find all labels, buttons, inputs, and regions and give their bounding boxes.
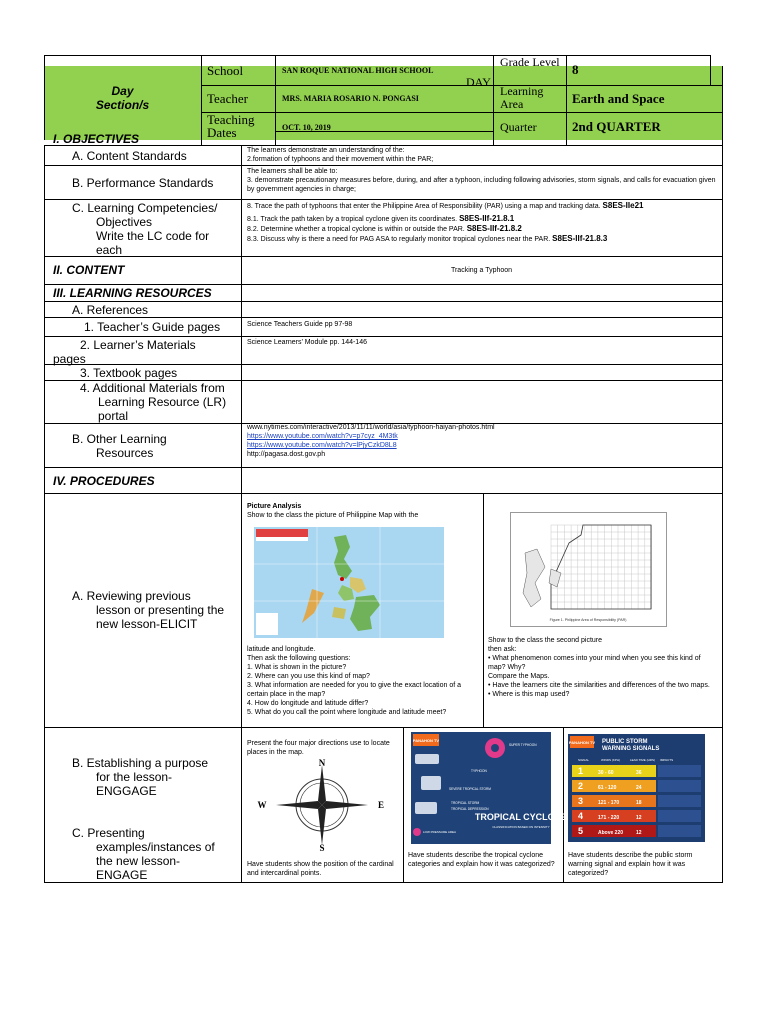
storm-signal-graphic [568,734,705,842]
lc-main: 8. Trace the path of typhoons that enter the Philippine Area of Responsibility (PAR) using a map and tracking data. S8ES-IIe21 [247,201,644,210]
signal-lead-time: 18 [636,800,642,806]
school-label: School [207,63,244,78]
quarter-label: Quarter [500,120,537,134]
cyclone-cat-5: TROPICAL DEPRESSION [451,807,489,811]
compass-intro: Present the four major directions use to locate places in the map. [247,740,390,756]
signal-head-2: WINDS (KPH) [601,758,620,762]
tg-value: Science Teachers Guide pp 97-98 [247,321,353,328]
signal-title-1: PUBLIC STORM [602,739,648,745]
performance-text2: 3. demonstrate precautionary measures before, during, and after a typhoon, including following advisories, storm signals, and calls for evacuation given by government agencies in charge; [247,177,716,193]
grade-label: Grade Level [500,55,560,69]
links-block [247,423,495,459]
lm-value: Science Learners’ Module pp. 144-146 [247,339,367,346]
signal-winds: 121 - 170 [598,800,620,806]
link-nytimes[interactable]: www.nytimes.com/interactive/2013/11/11/world/asia/typhoon-haiyan-photos.html [247,424,495,431]
proc-b-label: B. Establishing a purpose for the lesson- ENGGAGE [72,756,209,798]
cyclone-cat-3: SEVERE TROPICAL STORM [449,787,491,791]
signal-head-3: LEAD TIME (HRS) [630,758,655,762]
signal-winds: 30 - 60 [598,770,614,776]
day-label: Day [111,84,134,98]
cyclone-cat-1: SUPER TYPHOON [509,743,537,747]
link-pagasa[interactable]: http://pagasa.dost.gov.ph [247,451,326,458]
signal-lead-time: 24 [636,785,642,791]
lc-3: 8.3. Discuss why is there a need for PAG ASA to regularly monitor tropical cyclones near the PAR. S8ES-IIf-21.8.3 [247,234,608,243]
signal-title-2: WARNING SIGNALS [602,746,660,752]
proc-c-label: C. Presenting examples/instances of the new lesson- ENGAGE [72,826,215,882]
signal-head-4: IMPACTS [660,758,674,762]
content-value: Tracking a Typhoon [450,267,513,274]
references-label: A. References [72,303,149,317]
area-value: Earth and Space [572,91,665,106]
signal-winds: 171 - 220 [598,815,620,821]
performance-text1: The learners shall be able to: [247,168,338,175]
cyclone-subtitle: CLASSIFICATION BASED ON INTENSITY [492,825,550,829]
quarter-value: 2nd QUARTER [572,119,661,134]
signal-number: 1 [578,766,584,776]
lm-label: 2. Learner’s Materials pages [53,338,196,366]
school-value: SAN ROQUE NATIONAL HIGH SCHOOL [282,66,434,75]
lc-2: 8.2. Determine whether a tropical cyclone is within or outside the PAR. S8ES-IIf-21.8.2 [247,224,522,233]
second-picture-text: Show to the class the second picture then ask: • What phenomenon comes into your mind when you see this kind of map? Why? Compare the Maps. • Have the learners cite the similarities and differences of the two maps. • Where is this map used? [488,637,710,698]
cyclone-big-title: TROPICAL CYCLONE [474,812,568,822]
resources-title: III. LEARNING RESOURCES [53,286,212,300]
signal-row-impact [658,825,701,837]
cyclone-task: Have students describe the tropical cyclone categories and explain how it was categorized? [408,852,555,868]
day-overlap: DAY [466,75,491,89]
content-standards-label: A. Content Standards [72,149,187,163]
teacher-label: Teacher [207,91,248,106]
compass-s: S [319,843,325,853]
proc-a-label: A. Reviewing previous lesson or presenting the new lesson-ELICIT [72,589,225,631]
link-youtube-2[interactable]: https://www.youtube.com/watch?v=lPjyCzkD8L8 [247,442,397,449]
signal-row-impact [658,780,701,792]
tb-label: 3. Textbook pages [80,366,178,380]
area-label: Learning Area [500,84,544,111]
signal-brand: PANAHON TV [568,740,596,745]
signal-winds: Above 220 [598,830,624,836]
objectives-title: I. OBJECTIVES [53,132,140,146]
signal-number: 2 [578,781,584,791]
content-standards-text2: 2.formation of typhoons and their movement within the PAR; [247,156,434,163]
content-standards-text1: The learners demonstrate an understanding of the: [247,147,405,154]
procedures-title: IV. PROCEDURES [53,474,155,488]
signal-head-1: SIGNAL [578,758,590,762]
tropical-cyclone-infographic [411,732,568,844]
cyclone-brand: PANAHON TV [412,738,440,743]
signal-row-impact [658,765,701,777]
signal-task: Have students describe the public storm warning signal and explain how it was categorized? [568,852,693,877]
cyclone-cat-2: TYPHOON [471,769,487,773]
dates-value: OCT. 10, 2019 [282,123,331,132]
dates-label: Teaching Dates [207,112,255,140]
signal-row-impact [658,795,701,807]
compass-rose-icon [252,759,392,851]
signal-lead-time: 12 [636,830,642,836]
pa-intro: Show to the class the picture of Philippine Map with the [247,512,419,519]
par-grid-graphic [511,513,666,626]
compass-n: N [318,758,326,768]
compass-task: Have students show the position of the cardinal and intercardinal points. [247,861,394,877]
signal-row-impact [658,810,701,822]
pa-title: Picture Analysis [247,503,302,510]
signal-lead-time: 12 [636,815,642,821]
signal-number: 5 [578,826,584,836]
cyclone-low: LOW PRESSURE AREA [423,830,457,834]
performance-standards-label: B. Performance Standards [72,176,214,190]
signal-winds: 61 - 120 [598,785,617,791]
teacher-value: MRS. MARIA ROSARIO N. PONGASI [282,94,419,103]
tg-label: 1. Teacher’s Guide pages [84,320,221,334]
link-youtube-1[interactable]: https://www.youtube.com/watch?v=p7cyz_4M3tk [247,433,398,440]
signal-row-band [572,765,656,777]
tropical-cyclone-graphic [411,732,568,844]
philippine-map-image [254,527,444,638]
grade-value: 8 [572,62,579,77]
content-title: II. CONTENT [53,263,125,277]
storm-signal-infographic [568,734,705,842]
par-grid-map-image [510,512,667,627]
section-label: Section/s [95,98,150,112]
signal-number: 4 [578,811,584,821]
compass-w: W [257,800,267,810]
philippine-map-graphic [254,527,444,638]
compass-e: E [377,800,385,810]
other-resources-label: B. Other Learning Resources [72,432,167,460]
compass-rose-image [252,759,392,851]
lc-1: 8.1. Track the path taken by a tropical cyclone given its coordinates. S8ES-IIf-21.8.1 [247,214,515,223]
am-label: 4. Additional Materials from Learning Resource (LR) portal [80,381,227,423]
lc-label: C. Learning Competencies/ Objectives Write the LC code for each [72,201,218,257]
par-map-caption: Figure 1. Philippine Area of Responsibility (PAR) [549,618,627,622]
cyclone-cat-4: TROPICAL STORM [451,801,480,805]
signal-number: 3 [578,796,584,806]
pa-questions: latitude and longitude. Then ask the following questions: 1. What is shown in the picture? 2. Where can you use this kind of map? 3. What information are needed for you to give the exact location of a certain place in the map? 4. How do longitude and latitude differ? 5. What do you call the point where longitude and latitude meet? [247,646,462,716]
signal-lead-time: 36 [636,770,642,776]
